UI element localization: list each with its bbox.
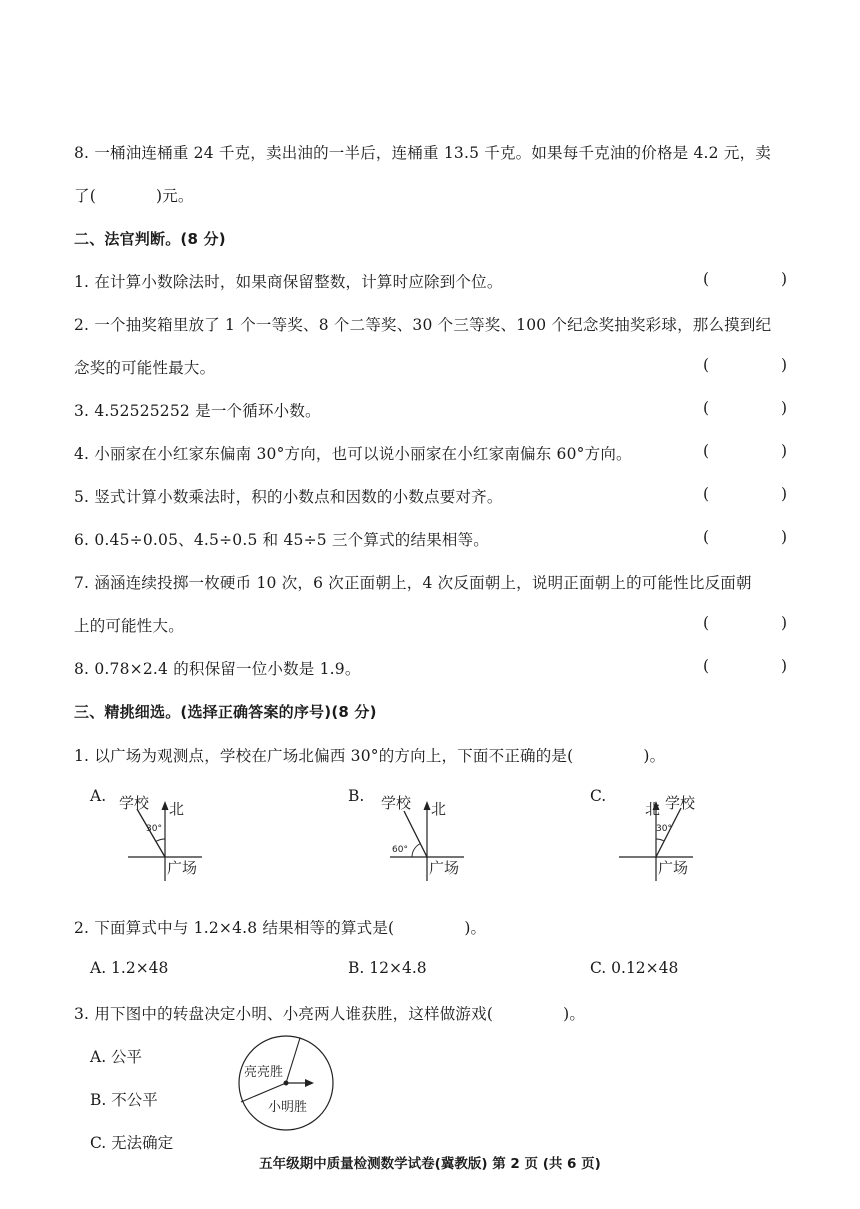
question-text — [74, 916, 486, 938]
direction-diagram-a — [110, 786, 220, 890]
north-label: 北 — [645, 800, 661, 818]
section-title: 三、精挑细选。(选择正确答案的序号)(8 分) — [74, 703, 377, 721]
question-text: 1. 在计算小数除法时，如果商保留整数，计算时应除到个位。 — [74, 273, 503, 291]
answer-box[interactable] — [703, 442, 787, 460]
north-label: 北 — [169, 800, 185, 818]
section-title: 二、法官判断。(8 分) — [74, 230, 226, 248]
square-label: 广场 — [167, 859, 198, 877]
spinner-label-liang: 亮亮胜 — [244, 1065, 284, 1080]
question-text: 7. 涵涵连续投掷一枚硬币 10 次，6 次正面朝上，4 次反面朝上，说明正面朝上的可能性比反面朝 — [74, 574, 752, 592]
angle-label: 60° — [392, 845, 408, 855]
paren-close: ) — [780, 485, 787, 503]
answer-box[interactable] — [703, 399, 787, 417]
spinner-diagram — [236, 1032, 336, 1136]
text-part: )。 — [464, 919, 487, 937]
paren-close: ) — [780, 528, 787, 546]
spinner-label-ming: 小明胜 — [268, 1100, 308, 1115]
text-part: )元。 — [155, 187, 194, 205]
question-text — [74, 744, 665, 766]
question-text — [74, 1002, 585, 1024]
question-text — [74, 184, 194, 206]
paren-close: ) — [780, 356, 787, 374]
question-text: 8. 0.78×2.4 的积保留一位小数是 1.9。 — [74, 660, 361, 678]
answer-box[interactable] — [703, 485, 787, 503]
option-a[interactable]: A. 公平 — [90, 1048, 143, 1066]
paren-close: ) — [780, 270, 787, 288]
page-footer: 五年级期中质量检测数学试卷(冀教版) 第 2 页 (共 6 页) — [259, 1156, 601, 1172]
direction-diagram-c — [601, 786, 711, 890]
question-text: 5. 竖式计算小数乘法时，积的小数点和因数的小数点要对齐。 — [74, 488, 503, 506]
question-text: 6. 0.45÷0.05、4.5÷0.5 和 45÷5 三个算式的结果相等。 — [74, 531, 489, 549]
paren-close: ) — [780, 399, 787, 417]
option-b[interactable]: B. 不公平 — [90, 1091, 158, 1109]
option-c[interactable]: C. 无法确定 — [90, 1134, 174, 1152]
answer-box[interactable] — [703, 614, 787, 632]
direction-diagram-b — [372, 786, 482, 890]
paren-open: ( — [703, 614, 710, 632]
paren-open: ( — [703, 356, 710, 374]
text-part: 了( — [74, 187, 96, 205]
question-text: 2. 一个抽奖箱里放了 1 个一等奖、8 个二等奖、30 个三等奖、100 个纪念奖抽奖彩球，那么摸到纪 — [74, 316, 772, 334]
option-b[interactable]: B. 12×4.8 — [348, 959, 427, 977]
question-text: 3. 4.52525252 是一个循环小数。 — [74, 402, 321, 420]
option-c-label[interactable]: C. — [590, 787, 607, 805]
square-label: 广场 — [429, 859, 460, 877]
paren-open: ( — [703, 485, 710, 503]
answer-box[interactable] — [703, 356, 787, 374]
question-text: 8. 一桶油连桶重 24 千克，卖出油的一半后，连桶重 13.5 千克。如果每千克油的价格是 4.2 元，卖 — [74, 144, 771, 162]
question-text: 念奖的可能性最大。 — [74, 359, 216, 377]
answer-box[interactable] — [703, 657, 787, 675]
answer-box[interactable] — [703, 528, 787, 546]
paren-open: ( — [703, 399, 710, 417]
text-part: 3. 用下图中的转盘决定小明、小亮两人谁获胜，这样做游戏( — [74, 1005, 494, 1023]
north-label: 北 — [431, 800, 447, 818]
paren-close: ) — [780, 614, 787, 632]
paren-open: ( — [703, 657, 710, 675]
paren-open: ( — [703, 528, 710, 546]
text-part: )。 — [563, 1005, 586, 1023]
paren-open: ( — [703, 442, 710, 460]
option-c[interactable]: C. 0.12×48 — [590, 959, 679, 977]
square-label: 广场 — [658, 859, 689, 877]
option-a[interactable]: A. 1.2×48 — [90, 959, 169, 977]
answer-box[interactable] — [703, 270, 787, 288]
option-b-label[interactable]: B. — [348, 787, 365, 805]
school-label: 学校 — [119, 794, 150, 812]
text-part: 1. 以广场为观测点，学校在广场北偏西 30°的方向上，下面不正确的是( — [74, 747, 574, 765]
text-part: 2. 下面算式中与 1.2×4.8 结果相等的算式是( — [74, 919, 395, 937]
question-text: 4. 小丽家在小红家东偏南 30°方向，也可以说小丽家在小红家南偏东 60°方向。 — [74, 445, 632, 463]
paren-close: ) — [780, 657, 787, 675]
paren-open: ( — [703, 270, 710, 288]
text-part: )。 — [643, 747, 666, 765]
question-text: 上的可能性大。 — [74, 617, 184, 635]
paren-close: ) — [780, 442, 787, 460]
option-a-label[interactable]: A. — [90, 787, 107, 805]
school-label: 学校 — [381, 794, 412, 812]
angle-label: 30° — [146, 824, 162, 834]
angle-label: 30° — [656, 824, 672, 834]
school-label: 学校 — [665, 794, 696, 812]
